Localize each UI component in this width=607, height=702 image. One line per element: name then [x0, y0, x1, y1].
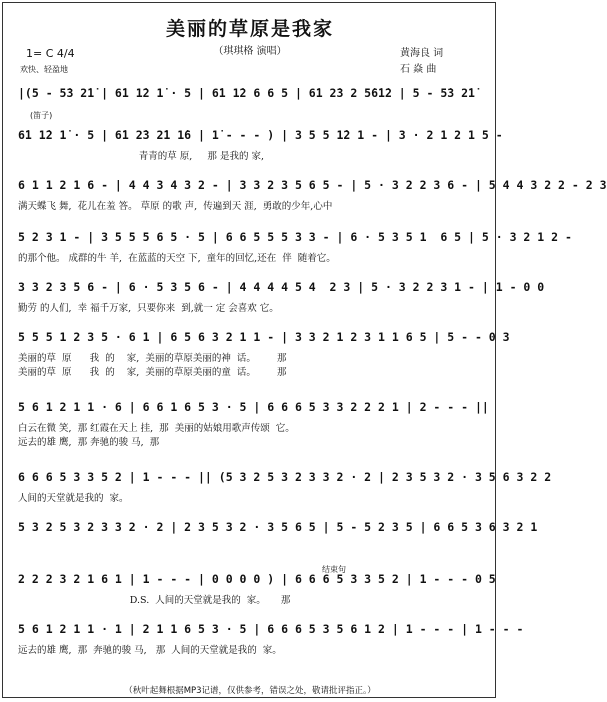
lyric-line: D.S. 人间的天堂就是我的 家。 那: [18, 595, 291, 606]
lyric-line: 远去的雄 鹰, 那 奔驰的骏 马, 那 人间的天堂就是我的 家。: [18, 645, 282, 656]
ending-note: 结束句: [322, 565, 346, 574]
composer-credit: 石 焱 曲: [400, 64, 437, 75]
song-title: 美丽的草原是我家: [165, 18, 334, 40]
singer-credit: （琪琪格 演唱）: [213, 46, 287, 57]
tempo-marking: 欢快、轻盈地: [20, 65, 68, 74]
flute-note: (笛子): [30, 111, 53, 120]
music-row: 5 2 3 1 - | 3 5 5 5 6 5 · 5 | 6 6 5 5 5 3 3 - | 6 · 5 3 5 1 6 5 | 5 · 3 2 1 2 -: [18, 230, 572, 244]
music-row: 5 5 5 1 2 3 5 · 6 1 | 6 5 6 3 2 1 1 - | 3 3 2 1 2 3 1 1 6 5 | 5 - - 0 3: [18, 330, 510, 344]
lyric-line: 满天蝶飞 舞, 花儿在羞 答。 草原 的歌 声, 传遍到天 涯, 勇敢的少年,心中: [18, 201, 333, 212]
lyric-line: 的那个他。 成群的牛 羊, 在蓝蓝的天空 下, 童年的回忆,还在 伴 随着它。: [18, 253, 336, 264]
lyric-line: 人间的天堂就是我的 家。: [18, 493, 129, 504]
lyric-line: 远去的雄 鹰, 那 奔驰的骏 马, 那: [18, 437, 160, 448]
music-row: 6̇1 1̇2 1̇ · 5 | 6̇1 2̇3 2̇1 1̇6 | 1̇ - - - ) | 3 5 5 1̇2 1 - | 3 · 2 1 2 1 5 -: [18, 128, 503, 142]
lyric-line: 青青的草 原, 那 是我的 家,: [18, 151, 264, 162]
footer-note: （秋叶起舞根据MP3记谱，仅供参考，错误之处，敬请批评指正。）: [124, 686, 376, 696]
music-row: 3 3 2 3 5 6 - | 6 · 5 3 5 6 - | 4 4 4 4 5 4 2 3 | 5 · 3 2 2 3 1 - | 1 - 0 0: [18, 280, 545, 294]
lyric-line: 勤劳 的人们, 幸 福千万家, 只要你来 到,就一 定 会喜欢 它。: [18, 303, 279, 314]
music-row: |(5 - 5̇3 2̇1̇ | 6̇1 1̇2 1̇ · 5 | 6̇1 1̇2 6 6 5 | 6̇1 2̇3 2 5̇6̇1̇2 | 5 - 5̇3 2̇1̇: [18, 86, 475, 100]
lyric-line: 美丽的草 原 我 的 家, 美丽的草原美丽的神 话。 那: [18, 353, 287, 364]
key-signature: 1= C 4/4: [26, 47, 75, 60]
music-row: 2 2 2 3 2 1 6 1 | 1 - - - | 0 0 0 0 ) | 6 6 6 5 3 3 5 2 | 1 - - - 0 5: [18, 572, 496, 586]
music-row: 5 3 2 5 3 2 3 3 2 · 2 | 2 3 5 3 2 · 3 5 6 5 | 5 - 5 2 3 5 | 6 6 5 3 6 3 2 1: [18, 520, 538, 534]
music-row: 5 6 1 2 1 1 · 1 | 2 1 1 6 5 3 · 5 | 6 6 6 5 3 5 6 1 2 | 1 - - - | 1 - - -: [18, 622, 524, 636]
lyric-line: 白云在微 笑, 那 红霞在天上 挂, 那 美丽的姑娘用歌声传颂 它。: [18, 423, 295, 434]
lyric-line: 美丽的草 原 我 的 家, 美丽的草原美丽的童 话。 那: [18, 367, 287, 378]
music-row: 6 6 6 5 3 3 5 2 | 1 - - - || (5 3 2 5 3 2 3 3 2 · 2 | 2 3 5 3 2 · 3 5 6 3 2 2: [18, 470, 552, 484]
lyricist-credit: 黄海良 词: [400, 48, 444, 59]
music-row: 6 1 1 2 1 6 - | 4 4 3 4 3 2 - | 3 3 2 3 5 6 5 - | 5 · 3 2 2 3 6 - | 5 4 4 3 2 2 - 2 3: [18, 178, 607, 192]
music-row: 5 6 1 2 1 1 · 6 | 6 6 1 6 5 3 · 5 | 6 6 6 5 3 3 2 2 2 1 | 2 - - - ||: [18, 400, 489, 414]
